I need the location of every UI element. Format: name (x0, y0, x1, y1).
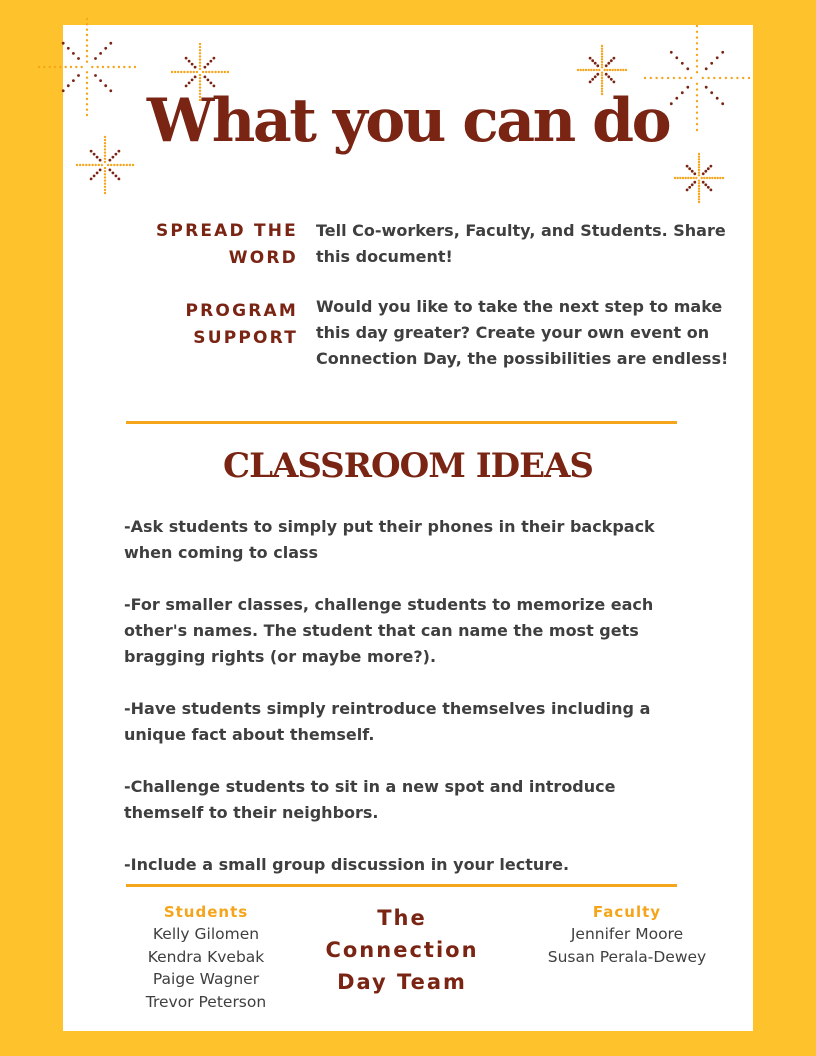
students-list (120, 923, 292, 1013)
faculty-name: Susan Perala-Dewey (547, 947, 707, 966)
connection-day-team: The Connection Day Team (325, 906, 479, 994)
idea-item: -For smaller classes, challenge students to memorize each other's names. The student that can name the most gets bragging rights (or maybe more?). (124, 595, 654, 666)
faculty-name: Jennifer Moore (570, 925, 684, 943)
idea-item: -Include a small group discussion in your lecture. (124, 855, 570, 874)
faculty-heading: Faculty (592, 903, 662, 921)
faculty-list (527, 923, 727, 968)
students-heading: Students (163, 903, 249, 921)
program-support-text: Would you like to take the next step to make this day greater? Create your own event on Connection Day, the possibilities are endless! (316, 297, 729, 368)
firework-sparkle-icon (673, 152, 725, 204)
student-name: Kelly Gilomen (152, 925, 260, 943)
spread-the-word-text: Tell Co-workers, Faculty, and Students. Share this document! (316, 221, 726, 266)
student-name: Kendra Kvebak (147, 947, 265, 966)
page-title: What you can do (146, 86, 670, 156)
student-name: Trevor Peterson (145, 992, 267, 1011)
program-support-label: PROGRAM SUPPORT (185, 301, 298, 348)
classroom-ideas-title: CLASSROOM IDEAS (223, 446, 593, 486)
idea-item: -Have students simply reintroduce themselves including a unique fact about themself. (124, 699, 651, 744)
idea-item: -Ask students to simply put their phones in their backpack when coming to class (124, 517, 655, 562)
idea-item: -Challenge students to sit in a new spot and introduce themself to their neighbors. (124, 777, 616, 822)
divider (126, 421, 677, 424)
student-name: Paige Wagner (152, 970, 260, 989)
spread-the-word-label: SPREAD THE WORD (155, 221, 298, 268)
classroom-ideas-list (124, 514, 694, 904)
divider (126, 884, 677, 887)
